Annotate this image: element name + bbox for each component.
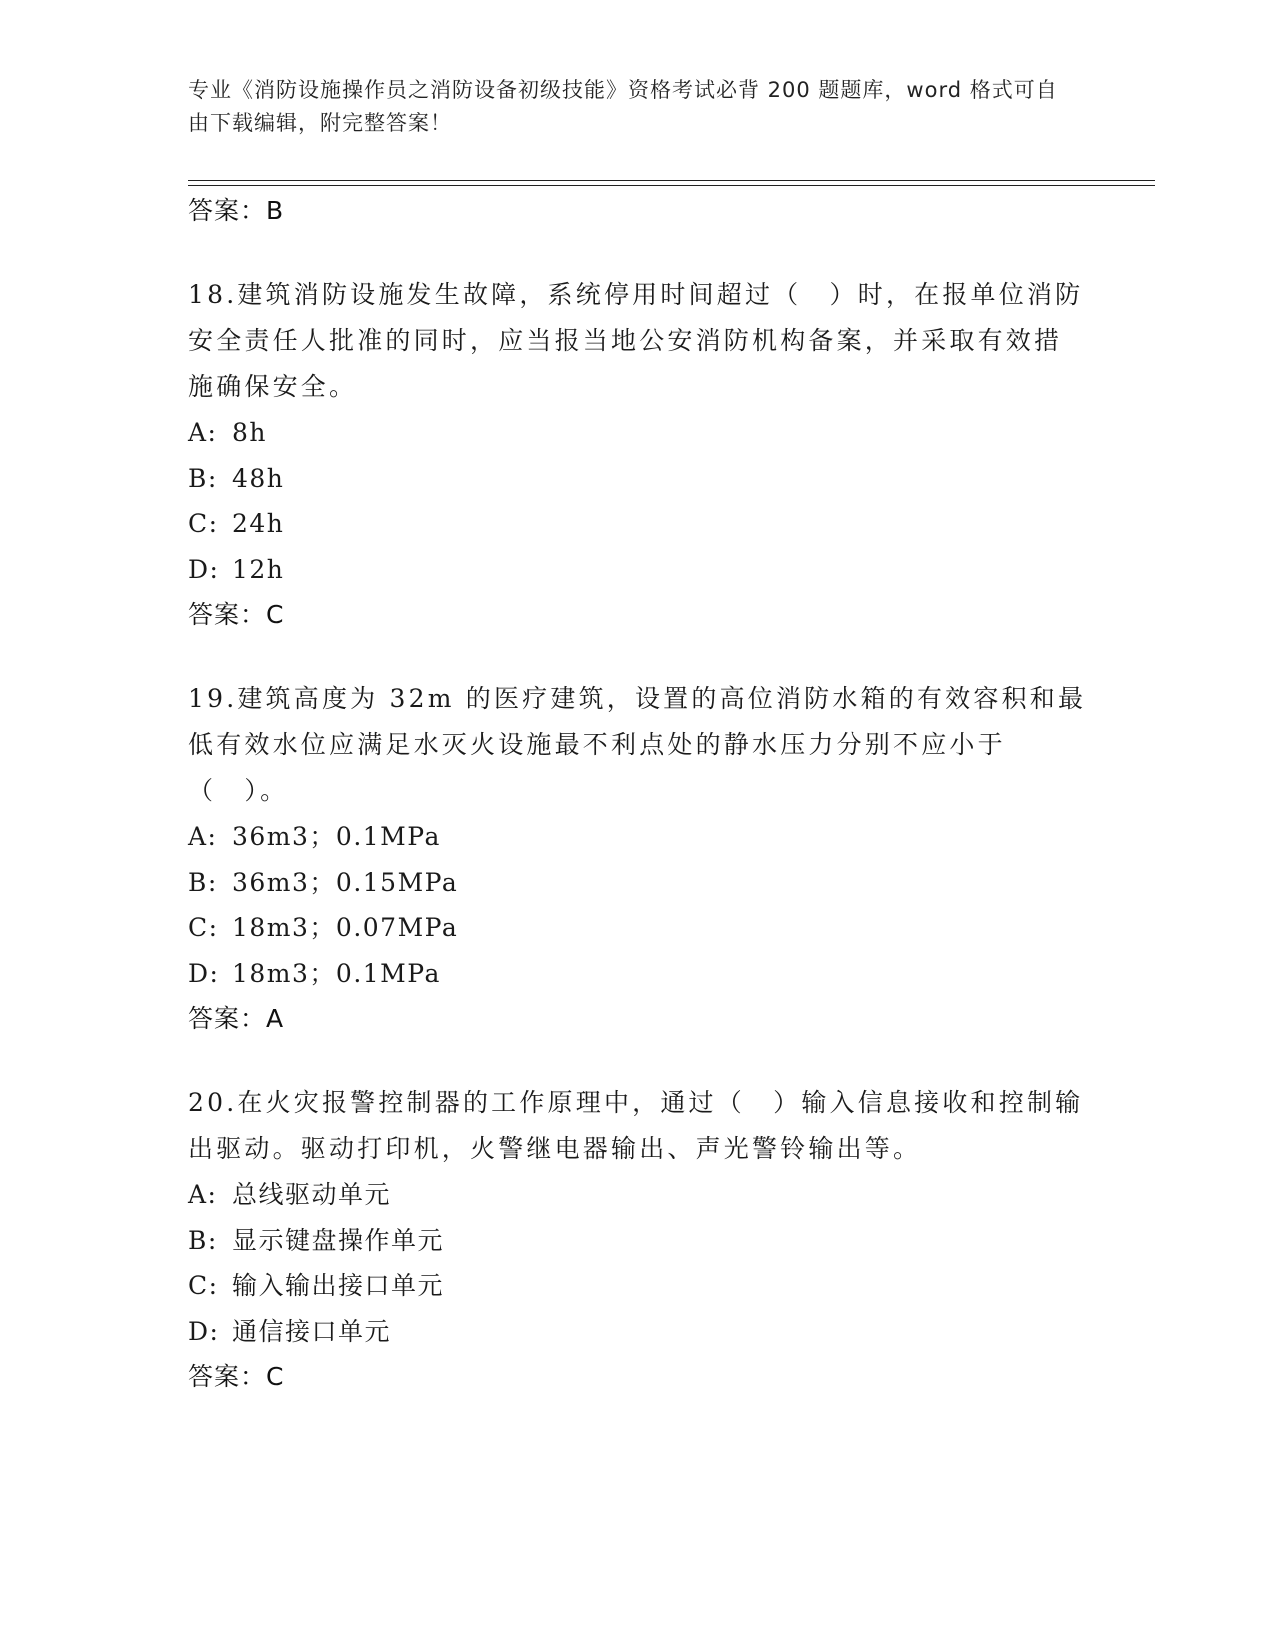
option-text: 8h [232, 418, 268, 447]
option-text: 36m3；0.1MPa [232, 822, 441, 851]
option-c [188, 1263, 1088, 1309]
question-item [188, 676, 1088, 1042]
previous-answer: 答案：B [188, 196, 285, 225]
question-stem: 20.在火灾报警控制器的工作原理中，通过（ ）输入信息接收和控制输出驱动。驱动打印机，火警继电器输出、声光警铃输出等。 [188, 1088, 1084, 1163]
answer-line: 答案：A [188, 1004, 285, 1033]
page-header [188, 74, 1068, 140]
option-letter: A: [188, 1180, 218, 1209]
question-stem: 18.建筑消防设施发生故障，系统停用时间超过（ ）时，在报单位消防安全责任人批准的同时，应当报当地公安消防机构备案，并采取有效措施确保安全。 [188, 280, 1084, 401]
option-c [188, 501, 1088, 547]
question-list [188, 188, 1088, 1400]
option-a [188, 410, 1088, 456]
option-letter: C: [188, 509, 219, 538]
option-text: 总线驱动单元 [232, 1180, 392, 1209]
option-letter: B: [188, 867, 218, 897]
option-c [188, 905, 1088, 951]
question-stem: 19.建筑高度为 32m 的医疗建筑，设置的高位消防水箱的有效容积和最低有效水位应满足水灭火设施最不利点处的静水压力分别不应小于（ ）。 [188, 684, 1087, 805]
question-item [188, 1080, 1088, 1400]
option-d [188, 1309, 1088, 1355]
option-b [188, 1218, 1088, 1264]
option-text: 12h [232, 554, 285, 584]
option-text: 通信接口单元 [232, 1316, 392, 1346]
option-letter: B: [188, 463, 218, 493]
option-text: 显示键盘操作单元 [232, 1225, 445, 1255]
option-text: 18m3；0.07MPa [232, 913, 459, 942]
option-a [188, 1172, 1088, 1218]
answer-line: 答案：C [188, 1362, 285, 1391]
option-text: 输入输出接口单元 [232, 1271, 445, 1300]
option-letter: B: [188, 1225, 218, 1255]
option-d [188, 547, 1088, 593]
question-item [188, 272, 1088, 638]
option-b [188, 860, 1088, 906]
header-divider [188, 180, 1155, 186]
answer-line: 答案：C [188, 600, 285, 629]
option-letter: A: [188, 822, 218, 851]
option-a [188, 814, 1088, 860]
option-text: 36m3；0.15MPa [232, 867, 459, 897]
option-letter: A: [188, 418, 218, 447]
option-b [188, 456, 1088, 502]
header-title: 专业《消防设施操作员之消防设备初级技能》资格考试必背 200 题题库，word 格式可自由下载编辑，附完整答案！ [188, 78, 1058, 135]
option-letter: D: [188, 554, 220, 584]
option-letter: C: [188, 913, 219, 942]
option-text: 18m3；0.1MPa [232, 958, 441, 988]
option-text: 48h [232, 463, 285, 493]
option-letter: D: [188, 1316, 220, 1346]
option-d [188, 951, 1088, 997]
option-letter: C: [188, 1271, 219, 1300]
option-letter: D: [188, 958, 220, 988]
option-text: 24h [232, 509, 285, 538]
